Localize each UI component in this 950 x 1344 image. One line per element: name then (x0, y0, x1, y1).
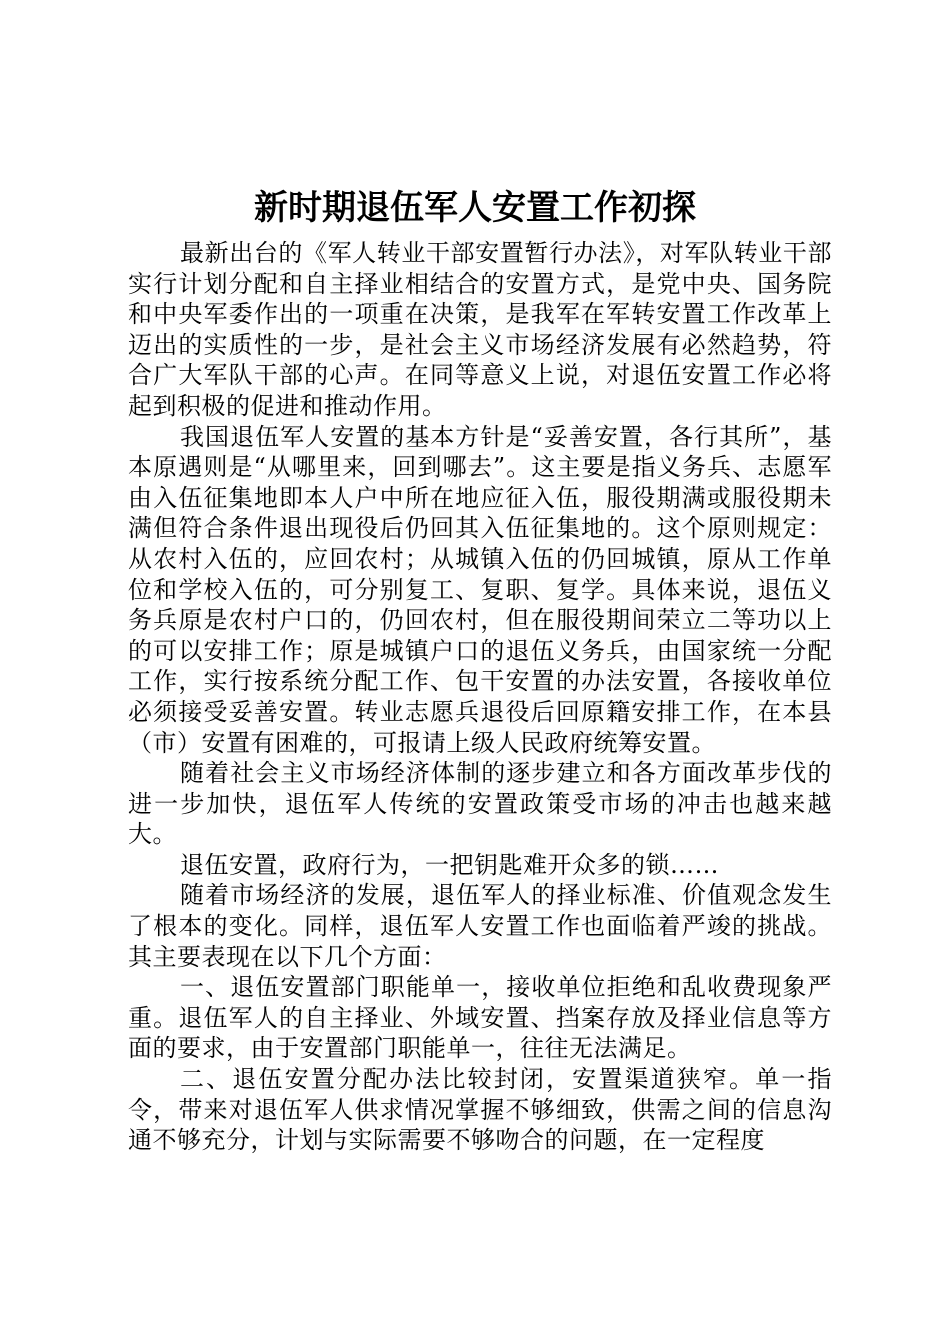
paragraph: 退伍安置，政府行为，一把钥匙难开众多的锁…… (180, 850, 719, 879)
paragraph: 我国退伍军人安置的基本方针是“妥善安置，各行其所”，基本原遇则是“从哪里来，回到哪去”。这主要是指义务兵、志愿军由入伍征集地即本人户中所在地应征入伍，服役期满或服役期未满但符合条件退出现役后仍回其入伍征集地的。这个原则规定：从农村入伍的，应回农村；从城镇入伍的仍回城镇，原从工作单位和学校入伍的，可分别复工、复职、复学。具体来说，退伍义务兵原是农村户口的，仍回农村，但在服役期间荣立二等功以上的可以安排工作；原是城镇户口的退伍义务兵，由国家统一分配工作，实行按系统分配工作、包干安置的办法安置，各接收单位必须接受妥善安置。转业志愿兵退役后回原籍安排工作，在本县（市）安置有困难的，可报请上级人民政府统筹安置。 (128, 422, 832, 757)
paragraph: 最新出台的《军人转业干部安置暂行办法》，对军队转业干部实行计划分配和自主择业相结合的安置方式，是党中央、国务院和中央军委作出的一项重在决策，是我军在军转安置工作改革上迈出的实质性的一步，是社会主义市场经济发展有必然趋势，符合广大军队干部的心声。在同等意义上说，对退伍安置工作必将起到积极的促进和推动作用。 (128, 239, 832, 420)
paragraph: 二、退伍安置分配办法比较封闭，安置渠道狭窄。单一指令，带来对退伍军人供求情况掌握不够细致，供需之间的信息沟通不够充分，计划与实际需要不够吻合的问题，在一定程度 (128, 1065, 832, 1155)
paragraph: 随着社会主义市场经济体制的逐步建立和各方面改革步伐的进一步加快，退伍军人传统的安置政策受市场的冲击也越来越大。 (128, 759, 832, 849)
paragraph: 随着市场经济的发展，退伍军人的择业标准、价值观念发生了根本的变化。同样，退伍军人安置工作也面临着严竣的挑战。其主要表现在以下几个方面： (128, 881, 832, 971)
document-title: 新时期退伍军人安置工作初探 (254, 188, 696, 228)
document-body (128, 238, 832, 1156)
paragraph: 一、退伍安置部门职能单一，接收单位拒绝和乱收费现象严重。退伍军人的自主择业、外域安置、挡案存放及择业信息等方面的要求，由于安置部门职能单一，往往无法满足。 (128, 973, 832, 1063)
